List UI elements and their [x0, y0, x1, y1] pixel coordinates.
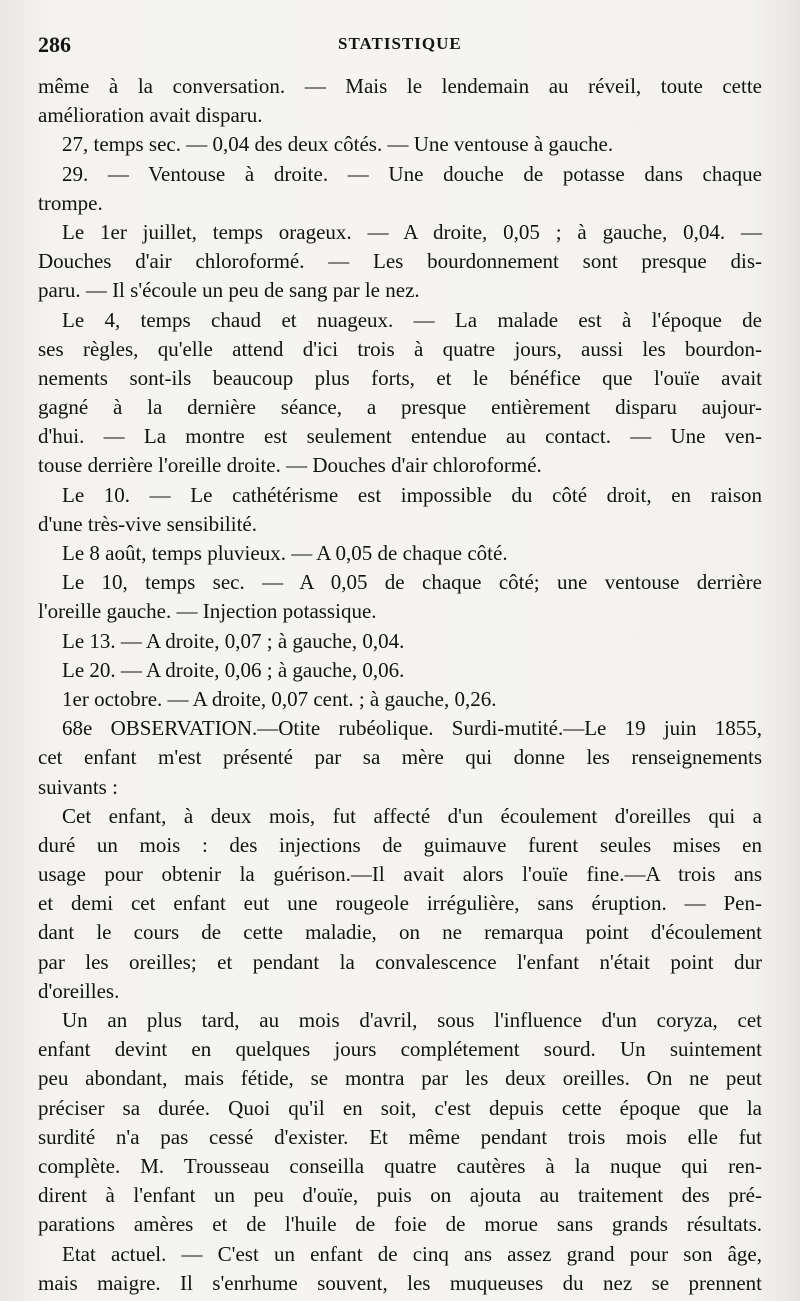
text-line: suivants :	[38, 774, 118, 799]
text-line: Le 20. — A droite, 0,06 ; à gauche, 0,06.	[62, 657, 405, 682]
text-line: par les oreilles; et pendant la convalescence l'enfant n'était point dur	[38, 949, 762, 974]
text-line: d'oreilles.	[38, 978, 120, 1003]
text-line: 68e OBSERVATION.—Otite rubéolique. Surdi-mutité.—Le 19 juin 1855,	[62, 716, 762, 741]
text-line: complète. M. Trousseau conseilla quatre cautères à la nuque qui ren-	[38, 1153, 762, 1178]
text-line: parations amères et de l'huile de foie de morue sans grands résultats.	[38, 1212, 762, 1237]
page-header	[38, 32, 758, 60]
text-line: d'hui. — La montre est seulement entendue au contact. — Une ven-	[38, 424, 762, 449]
text-line: préciser sa durée. Quoi qu'il en soit, c'est depuis cette époque que la	[38, 1095, 762, 1120]
text-line: ses règles, qu'elle attend d'ici trois à quatre jours, aussi les bourdon-	[38, 336, 762, 361]
text-line: enfant devint en quelques jours complétement sourd. Un suintement	[38, 1037, 762, 1062]
text-line: l'oreille gauche. — Injection potassique.	[38, 599, 377, 624]
text-line: duré un mois : des injections de guimauve furent seules mises en	[38, 832, 762, 857]
text-line: nements sont-ils beaucoup plus forts, et le bénéfice que l'ouïe avait	[38, 365, 762, 390]
text-line: 27, temps sec. — 0,04 des deux côtés. — Une ventouse à gauche.	[62, 132, 614, 157]
text-line: d'une très-vive sensibilité.	[38, 511, 257, 536]
text-line: Le 8 août, temps pluvieux. — A 0,05 de chaque côté.	[62, 541, 508, 565]
text-line: amélioration avait disparu.	[38, 103, 263, 128]
body-text	[38, 72, 762, 1298]
text-line: paru. — Il s'écoule un peu de sang par le nez.	[38, 278, 420, 303]
text-line: Le 4, temps chaud et nuageux. — La malade est à l'époque de	[62, 307, 762, 332]
text-line: Le 1er juillet, temps orageux. — A droite, 0,05 ; à gauche, 0,04. —	[62, 219, 762, 244]
text-line: Le 10. — Le cathétérisme est impossible du côté droit, en raison	[62, 482, 762, 507]
text-line: Douches d'air chloroformé. — Les bourdonnement sont presque dis-	[38, 249, 762, 274]
text-line: Le 13. — A droite, 0,07 ; à gauche, 0,04.	[62, 628, 405, 653]
text-line: gagné à la dernière séance, a presque entièrement disparu aujour-	[38, 395, 762, 420]
text-line: 1er octobre. — A droite, 0,07 cent. ; à gauche, 0,26.	[62, 686, 497, 711]
text-line: mais maigre. Il s'enrhume souvent, les muqueuses du nez se prennent	[38, 1270, 762, 1295]
text-line: cet enfant m'est présenté par sa mère qui donne les renseignements	[38, 745, 762, 770]
text-line: 29. — Ventouse à droite. — Une douche de potasse dans chaque	[62, 161, 762, 186]
text-line: dant le cours de cette maladie, on ne remarqua point d'écoulement	[38, 920, 762, 945]
text-line: Cet enfant, à deux mois, fut affecté d'un écoulement d'oreilles qui a	[62, 803, 762, 828]
text-line: trompe.	[38, 190, 103, 215]
running-head: STATISTIQUE	[338, 34, 462, 53]
text-line: et demi cet enfant eut une rougeole irrégulière, sans éruption. — Pen-	[38, 891, 762, 916]
text-line: Un an plus tard, au mois d'avril, sous l'influence d'un coryza, cet	[62, 1008, 762, 1032]
text-line: Etat actuel. — C'est un enfant de cinq ans assez grand pour son âge,	[62, 1241, 762, 1266]
text-line: surdité n'a pas cessé d'exister. Et même pendant trois mois elle fut	[38, 1124, 762, 1149]
text-line: peu abondant, mais fétide, se montra par les deux oreilles. On ne peut	[38, 1066, 762, 1091]
text-line: Le 10, temps sec. — A 0,05 de chaque côté; une ventouse derrière	[62, 570, 762, 595]
text-line: dirent à l'enfant un peu d'ouïe, puis on ajouta au traitement des pré-	[38, 1183, 762, 1208]
page-number: 286	[38, 32, 71, 57]
text-line: usage pour obtenir la guérison.—Il avait alors l'ouïe fine.—A trois ans	[38, 862, 762, 887]
text-line: touse derrière l'oreille droite. — Douches d'air chloroformé.	[38, 453, 542, 478]
text-line: même à la conversation. — Mais le lendemain au réveil, toute cette	[38, 74, 762, 98]
